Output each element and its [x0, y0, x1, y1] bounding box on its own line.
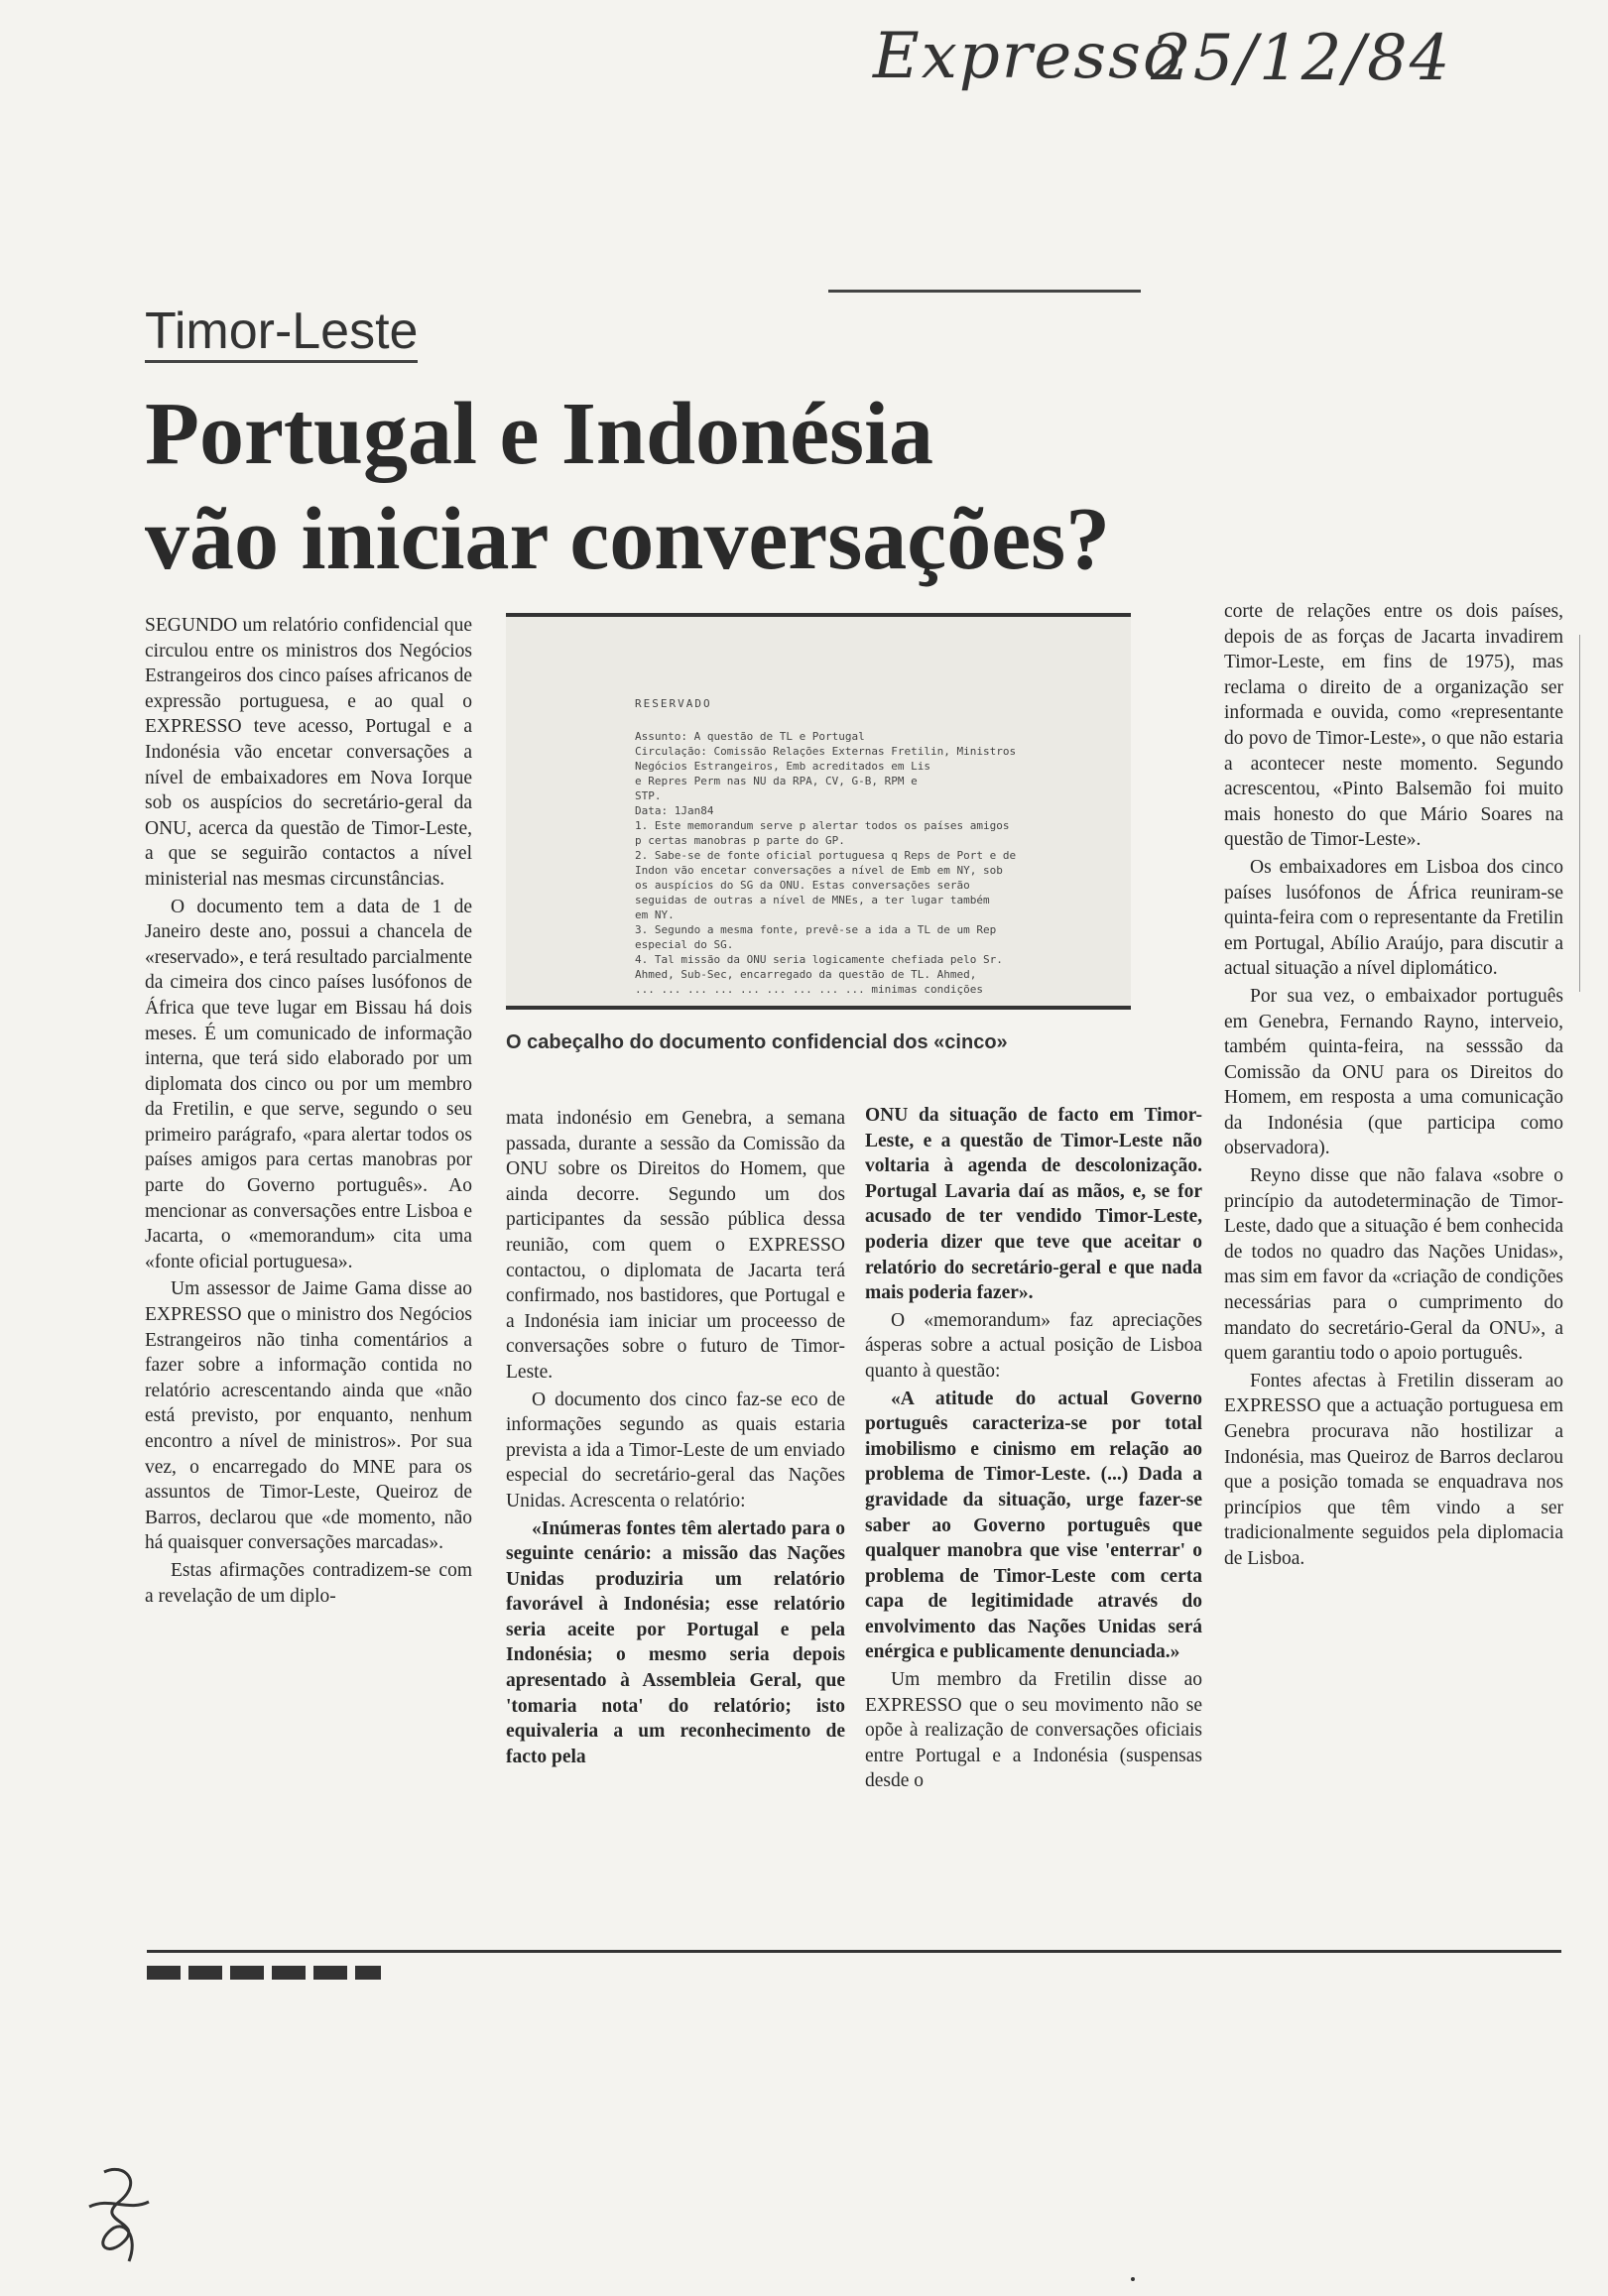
paragraph: Um assessor de Jaime Gama disse ao EXPRESSO que o ministro dos Negócios Estrangeiros não tinha comentários a fazer sobre a informação contida no relatório acrescentando ainda que «não está previsto, por enquanto, nenhum encontro a nível de ministros». Por sua vez, o encarregado do MNE para os assuntos de Timor-Leste, Queiroz de Barros, declarou que «de momento, não há quaisquer conversações marcadas». — [145, 1278, 472, 1554]
print-speck — [1131, 2277, 1135, 2281]
bold-quote: «Inúmeras fontes têm alertado para o seguinte cenário: a missão das Nações Unidas produziria um relatório favorável à Indonésia; esse relatório seria aceite por Portugal e pela Indonésia; o mesmo seria depois apresentado à Assembleia Geral, que 'tomaria nota' do relatório; isto equivaleria a um reconhecimento de facto pela — [506, 1517, 845, 1767]
paragraph: O «memorandum» faz apreciações ásperas sobre a actual posição de Lisboa quanto à questão: — [865, 1309, 1202, 1382]
headline — [145, 382, 1286, 592]
paragraph: mata indonésio em Genebra, a semana passada, durante a sessão da Comissão da ONU sobre os Direitos do Homem, que ainda decorre. Segundo um dos participantes da sessão pública dessa reunião, com quem o EXPRESSO contactou, o diplomata de Jacarta terá confirmado, nos bastidores, que Portugal e a Indonésia iam iniciar um proceesso de conversações sobre o futuro de Timor-Leste. — [506, 1108, 845, 1383]
document-line: 3. Segundo a mesma fonte, prevê-se a ida a TL de um Rep — [635, 923, 997, 936]
document-line: RESERVADO — [635, 697, 712, 710]
handwritten-source-note: Expresso — [873, 20, 1183, 93]
paragraph: Estas afirmações contradizem-se com a revelação de um diplo- — [145, 1559, 472, 1607]
document-line: Circulação: Comissão Relações Externas Fretilin, Ministros — [635, 745, 1017, 758]
handwritten-initials — [84, 2162, 154, 2266]
document-line: seguidas de outras a nível de MNEs, a ter lugar também — [635, 894, 990, 906]
paragraph: Os embaixadores em Lisboa dos cinco países lusófonos de África reuniram-se quinta-feira com o representante da Fretilin em Portugal, Abílio Araújo, para discutir a actual situação a nível diplomático. — [1224, 856, 1563, 980]
document-line: especial do SG. — [635, 938, 734, 951]
document-line: Negócios Estrangeiros, Emb acreditados em Lis — [635, 760, 931, 773]
document-line: Ahmed, Sub-Sec, encarregado da questão de TL. Ahmed, — [635, 968, 977, 981]
article-column-4 — [1224, 599, 1563, 1572]
article-column-2 — [506, 1106, 845, 1769]
paragraph: Reyno disse que não falava «sobre o princípio da autodeterminação de Timor-Leste, dado que a situação é bem conhecida de todos no quadro das Nações Unidas», mas sim em favor da «criação de condições necessárias para o cumprimento do mandato do secretário-Geral da ONU», a quem garantiu todo o apoio português. — [1224, 1165, 1563, 1365]
paragraph: O documento dos cinco faz-se eco de informações segundo as quais estaria prevista a ida a Timor-Leste de um enviado especial do secretário-geral das Nações Unidas. Acrescenta o relatório: — [506, 1389, 845, 1511]
document-line: 1. Este memorandum serve p alertar todos os países amigos — [635, 819, 1010, 832]
bottom-rule — [147, 1950, 1561, 1953]
document-line: Data: 1Jan84 — [635, 804, 714, 817]
footer-logo — [147, 1966, 381, 1980]
paragraph: corte de relações entre os dois países, depois de as forças de Jacarta invadirem Timor-Leste, em fins de 1975), mas reclama o direito de a organização ser informada e ouvida, como «representante do povo de Timor-Leste», o que não estaria a acontecer neste momento. Segundo acrescentou, «Pinto Balsemão foi muito mais honesto do que Mário Soares na questão de Timor-Leste». — [1224, 601, 1563, 851]
document-line: Assunto: A questão de TL e Portugal — [635, 730, 865, 743]
bold-quote: «A atitude do actual Governo português caracteriza-se por total imobilismo e cinismo em relação ao problema de Timor-Leste. (...) Dada a gravidade da situação, urge fazer-se saber ao Governo português que qualquer manobra que vise 'enterrar' o problema de Timor-Leste com certa capa de legitimidade através do envolvimento das Nações Unidas será enérgica e publicamente denunciada.» — [865, 1388, 1202, 1663]
confidential-document-image — [506, 613, 1131, 1010]
paragraph: Por sua vez, o embaixador português em Genebra, Fernando Rayno, interveio, também quinta-feira, na sesssão da Comissão da ONU para os Direitos do Homem, em resposta a uma comunicação da Indonésia (que participa como observadora). — [1224, 985, 1563, 1159]
document-line: e Repres Perm nas NU da RPA, CV, G-B, RPM e — [635, 775, 918, 787]
paragraph — [865, 1103, 1202, 1306]
paragraph: Fontes afectas à Fretilin disseram ao EXPRESSO que a actuação portuguesa em Genebra procurava não hostilizar a Indonésia, mas Queiroz de Barros declarou que a posição tomada se enquadrava nos princípios que têm vindo a ser tradicionalmente seguidos pela diplomacia de Lisboa. — [1224, 1370, 1563, 1569]
section-label: Timor-Leste — [145, 302, 418, 363]
document-line: STP. — [635, 789, 662, 802]
headline-line-2: vão iniciar conversações? — [145, 490, 1111, 588]
document-line: ... ... ... ... ... ... ... ... ... minimas condições — [635, 983, 983, 996]
paragraph: O documento tem a data de 1 de Janeiro deste ano, possui a chancela de «reservado», e terá resultado parcialmente da cimeira dos cinco países lusófonos de África que teve lugar em Bissau há dois meses. É um comunicado de informação interna, que terá sido elaborado por um diplomata dos cinco ou por um membro da Fretilin, e que serve, segundo o seu primeiro parágrafo, «para alertar todos os países amigos para certas manobras por parte do Governo português». Ao mencionar as conversações entre Lisboa e Jacarta, o «memorandum» cita uma «fonte oficial portuguesa». — [145, 896, 472, 1272]
handwritten-date-note: 25/12/84 — [1151, 22, 1452, 95]
paragraph — [506, 1516, 845, 1770]
headline-line-1: Portugal e Indonésia — [145, 385, 934, 483]
document-line: 2. Sabe-se de fonte oficial portuguesa q Reps de Port e de — [635, 849, 1017, 862]
top-rule — [828, 290, 1141, 293]
document-line: em NY. — [635, 908, 675, 921]
paragraph — [865, 1387, 1202, 1666]
paragraph: Um membro da Fretilin disse ao EXPRESSO que o seu movimento não se opõe à realização de conversações oficiais entre Portugal e a Indonésia (suspensas desde o — [865, 1669, 1202, 1792]
document-line: os auspícios do SG da ONU. Estas conversações serão — [635, 879, 970, 892]
bold-quote: ONU da situação de facto em Timor-Leste, e a questão de Timor-Leste não voltaria à agenda de descolonização. Portugal Lavaria daí as mãos, e, se for acusado de ter vendido Timor-Leste, poderia dizer que teve que aceitar o relatório do secretário-geral e que nada mais poderia fazer». — [865, 1105, 1202, 1304]
margin-rule — [1579, 635, 1580, 992]
figure-caption: O cabeçalho do documento confidencial dos «cinco» — [506, 1031, 1008, 1053]
article-column-3 — [865, 1103, 1202, 1794]
paragraph: SEGUNDO um relatório confidencial que circulou entre os ministros dos Negócios Estrangeiros dos cinco países africanos de expressão portuguesa, e ao qual o EXPRESSO teve acesso, Portugal e a Indonésia vão encetar conversações a nível de embaixadores em Nova Iorque sob os auspícios do secretário-geral da ONU, acerca da questão de Timor-Leste, a que se seguirão contactos a nível ministerial nas mesmas circunstâncias. — [145, 615, 472, 890]
document-line: p certas manobras p parte do GP. — [635, 834, 845, 847]
document-line: 4. Tal missão da ONU seria logicamente chefiada pelo Sr. — [635, 953, 1003, 966]
article-column-1 — [145, 613, 472, 1609]
document-line: Indon vão encetar conversações a nível de Emb em NY, sob — [635, 864, 1003, 877]
